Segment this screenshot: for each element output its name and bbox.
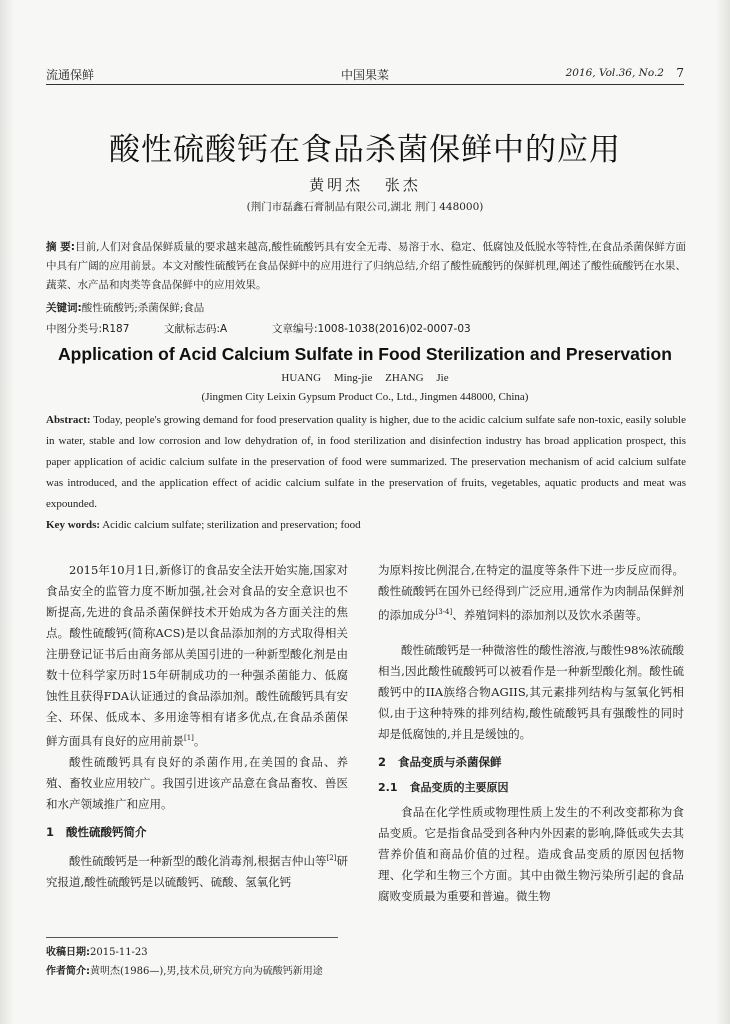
- running-header: [46, 64, 684, 85]
- body-column-right: [378, 560, 684, 907]
- abstract-en-text: Today, people's growing demand for food preservation quality is higher, due to the acidic calcium sulfate safe non-toxic, easily soluble in water, stable and low corrosion and low dehydration of, in food sterilization and disinfection industry has broad application prospect, this paper application of acidic calcium sulfate in the preservation of food were summarized. The preservation mechanism of acid calcium sulfate was introduced, and the application effect of acidic calcium sulfate in the preservation of fruits, vegetables, aquatic products and meat was expounded.: [46, 414, 686, 510]
- paragraph: 酸性硫酸钙是一种微溶性的酸性溶液,与酸性98%浓硫酸相当,因此酸性硫酸钙可以被看作是一种新型酸化剂。酸性硫酸钙中的IIA族络合物AGIIS,其元素排列结构与氢氧化钙相似,由于这种特殊的排列结构,酸性硫酸钙具有强酸性的同时却是低腐蚀的,并且是缓蚀的。: [378, 642, 684, 741]
- received-date: 收稿日期:2015-11-23: [46, 947, 148, 958]
- article-authors: 黄明杰 张杰: [309, 176, 421, 194]
- keywords-cn-text: 酸性硫酸钙;杀菌保鲜;食品: [81, 302, 205, 314]
- document-code: 文献标志码:A: [164, 323, 228, 335]
- keywords-en-label: Key words:: [46, 519, 101, 531]
- keywords-en: [46, 519, 361, 531]
- article-title: 酸性硫酸钙在食品杀菌保鲜中的应用: [109, 132, 621, 168]
- page-number: 7: [676, 66, 684, 80]
- citation: [2]: [326, 853, 337, 862]
- body-column-left: [46, 560, 348, 893]
- journal-name: 中国果菜: [340, 68, 389, 82]
- section-label: 流通保鲜: [46, 68, 95, 82]
- article-number: 文章编号:1008-1038(2016)02-0007-03: [272, 323, 471, 335]
- keywords-en-text: Acidic calcium sulfate; sterilization and preservation; food: [102, 519, 361, 531]
- abstract-cn-label: 摘 要:: [46, 241, 75, 253]
- citation: [1]: [184, 734, 194, 742]
- paragraph: 食品在化学性质或物理性质上发生的不利改变都称为食品变质。它是指食品受到各种内外因素的影响,降低或失去其营养价值和商品价值的过程。造成食品变质的原因包括物理、化学和生物三个方面。其中由微生物污染所引起的食品腐败变质最为重要和普遍。微生物: [378, 804, 684, 903]
- section-heading: 2 食品变质与杀菌保鲜: [378, 754, 502, 769]
- abstract-cn: [46, 238, 686, 295]
- clc-number: 中图分类号:R187: [46, 323, 130, 335]
- paragraph: 酸性硫酸钙是一种新型的酸化消毒剂,根据吉仲山等[2]研究报道,酸性硫酸钙是以硫酸钙、硫酸、氢氧化钙: [46, 853, 349, 889]
- abstract-en: [46, 410, 686, 515]
- issue-info: 2016, Vol.36, No.2: [565, 67, 664, 79]
- english-title: Application of Acid Calcium Sulfate in Food Sterilization and Preservation: [58, 344, 672, 364]
- english-affiliation: (Jingmen City Leixin Gypsum Product Co., Ltd., Jingmen 448000, China): [201, 391, 529, 403]
- abstract-cn-text: 目前,人们对食品保鲜质量的要求越来越高,酸性硫酸钙具有安全无毒、易溶于水、稳定、低腐蚀及低脱水等特性,在食品杀菌保鲜方面中具有广阔的应用前景。本文对酸性硫酸钙在食品保鲜中的应用进行了归纳总结,介绍了酸性硫酸钙的保鲜机理,阐述了酸性硫酸钙在水果、蔬菜、水产品和肉类等食品保鲜中的应用效果。: [46, 241, 686, 291]
- author-affiliation: (荆门市磊鑫石膏制品有限公司,湖北 荆门 448000): [246, 201, 484, 213]
- keywords-cn: [46, 300, 204, 315]
- keywords-cn-label: 关键词:: [46, 302, 82, 314]
- paragraph: 酸性硫酸钙具有良好的杀菌作用,在美国的食品、养殖、畜牧业应用较广。我国引进该产品意在食品畜牧、兽医和水产领域推广和应用。: [46, 754, 348, 811]
- abstract-en-label: Abstract:: [46, 414, 91, 426]
- author-bio: 作者简介:黄明杰(1986—),男,技术员,研究方向为硫酸钙新用途: [46, 966, 323, 977]
- section-heading: 1 酸性硫酸钙简介: [46, 824, 147, 839]
- subsection-heading: 2.1 食品变质的主要原因: [378, 780, 509, 794]
- citation: [3-4]: [435, 608, 453, 616]
- paragraph: 为原料按比例混合,在特定的温度等条件下进一步反应而得。酸性硫酸钙在国外已经得到广泛应用,通常作为肉制品保鲜剂的添加成分[3-4]、养殖饲料的添加剂以及饮水杀菌等。: [378, 563, 684, 622]
- paragraph: 2015年10月1日,新修订的食品安全法开始实施,国家对食品安全的监管力度不断加强,社会对食品的安全意识也不断提高,先进的食品杀菌保鲜技术开始成为各方面关注的焦点。酸性硫酸钙(简称ACS)是以食品添加剂的方式取得相关注册登记证书后由商务部从美国引进的一种新型酸化剂是由数十位科学家历时15年研制成功的一种强杀菌能力、低腐蚀性且获得FDA认证通过的食品添加剂。酸性硫酸钙具有安全、环保、低成本、多用途等相有诸多优点,在食品杀菌保鲜方面具有良好的应用前景[1]。: [46, 563, 348, 748]
- english-authors: HUANG Ming-jie ZHANG Jie: [281, 372, 449, 384]
- footnote: [46, 937, 338, 981]
